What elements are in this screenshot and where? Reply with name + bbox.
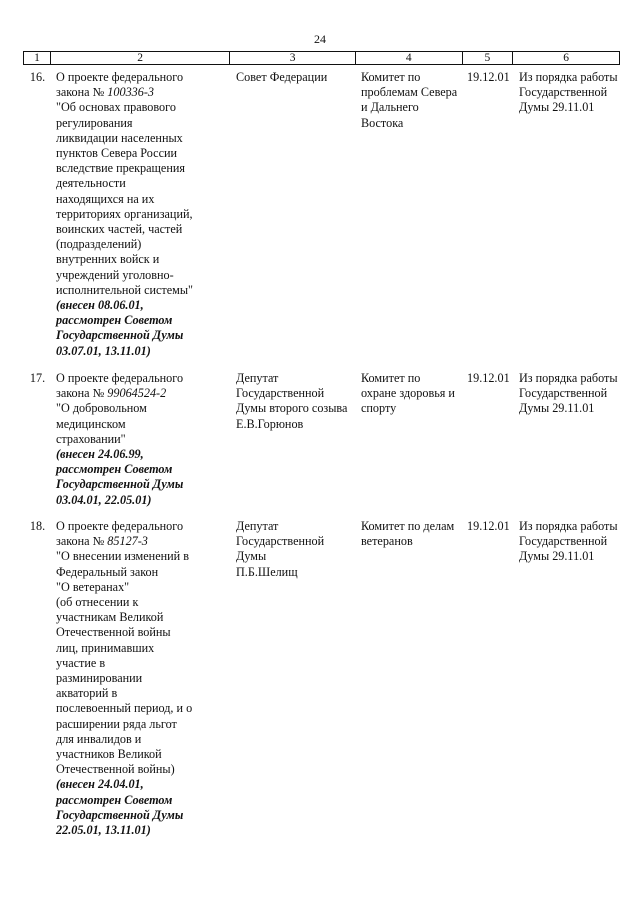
bill-title-line: исполнительной системы" (56, 282, 194, 297)
submission-note-line: 03.04.01, 22.05.01) (56, 492, 152, 507)
author-line: Государственной (236, 386, 325, 401)
bill-title-line: "О ветеранах" (56, 579, 130, 594)
submission-note-line: Государственной Думы (56, 328, 184, 343)
page-number: 24 (314, 32, 326, 46)
column-header-5: 5 (463, 52, 514, 64)
author-line: Государственной (236, 534, 325, 549)
agenda-source-line: Из порядка работы (519, 70, 618, 84)
agenda-source (514, 519, 620, 838)
bill-title-line: для инвалидов и (56, 731, 142, 746)
bill-title-line: О проекте федерального (56, 519, 184, 533)
bill-title-line: Отечественной войны) (56, 762, 175, 777)
bill-title-line: "О внесении изменений в (56, 549, 189, 564)
bill-title-line: регулирования (56, 115, 133, 130)
committee-line: проблемам Севера (361, 85, 458, 100)
committee-line: Комитет по (361, 371, 421, 385)
row-number: 16. (29, 70, 46, 84)
agenda-source-line: Думы 29.11.01 (519, 401, 595, 416)
bill-title-line: "О добровольном (56, 401, 147, 416)
agenda-source (514, 70, 620, 359)
bill-title-line: воинских частей, частей (56, 222, 183, 237)
committee-line: охране здоровья и (361, 386, 455, 401)
committee-line: спорту (361, 401, 397, 416)
bill-number-prefix: закона № (56, 386, 108, 401)
submission-note-line: Государственной Думы (56, 477, 184, 492)
bill-title-line: внутренних войск и (56, 252, 160, 267)
agenda-source-line: Из порядка работы (519, 519, 618, 533)
bill-title-line: "Об основах правового (56, 100, 176, 115)
bill-title-line: (об отнесении к (56, 595, 139, 610)
author-line: Думы второго созыва (236, 401, 348, 416)
submission-note-line: рассмотрен Советом (56, 792, 173, 807)
author-line: Совет Федерации (236, 70, 328, 84)
bill-title-line: акваторий в (56, 686, 118, 701)
author-line: Думы (236, 549, 267, 564)
agenda-source (514, 371, 620, 508)
table-header-row (23, 51, 620, 65)
bill-author (230, 519, 356, 838)
author-line: Депутат (236, 371, 279, 385)
bill-title-line: деятельности (56, 176, 126, 191)
bill-number: 99064524-2 (107, 386, 167, 401)
committee-line: Комитет по (361, 70, 421, 84)
bill-number-prefix: закона № (56, 85, 108, 100)
bill-title-line: разминировании (56, 671, 143, 686)
column-header-3: 3 (230, 52, 356, 64)
table-row (23, 371, 620, 508)
row-number: 17. (29, 371, 46, 385)
submission-note-line: (внесен 08.06.01, (56, 298, 144, 313)
responsible-committee (356, 371, 463, 508)
bill-title-line: (подразделений) (56, 237, 142, 252)
bill-title-line: вследствие прекращения (56, 161, 185, 176)
bill-description (50, 70, 230, 359)
agenda-source-line: Государственной (519, 386, 608, 401)
submission-note-line: 22.05.01, 13.11.01) (56, 823, 151, 838)
bill-title-line: О проекте федерального (56, 70, 184, 84)
bill-title-line: медицинском (56, 416, 126, 431)
bill-number-line (56, 386, 228, 401)
bill-title-line: послевоенный период, и о (56, 701, 193, 716)
row-number: 18. (29, 519, 46, 533)
column-header-1: 1 (24, 52, 51, 64)
column-header-4: 4 (356, 52, 463, 64)
author-line: Е.В.Горюнов (236, 416, 304, 431)
submission-note-line: рассмотрен Советом (56, 462, 173, 477)
submission-note-line: (внесен 24.04.01, (56, 777, 144, 792)
submission-note-line: рассмотрен Советом (56, 313, 173, 328)
bill-author (230, 70, 356, 359)
bill-title-line: Отечественной войны (56, 625, 171, 640)
bill-title-line: ликвидации населенных (56, 130, 183, 145)
bill-number-line (56, 85, 228, 100)
submission-note-line: (внесен 24.06.99, (56, 447, 144, 462)
author-line: Депутат (236, 519, 279, 533)
bill-number-prefix: закона № (56, 534, 108, 549)
responsible-committee (356, 70, 463, 359)
bill-description (50, 519, 230, 838)
responsible-committee (356, 519, 463, 838)
bill-title-line: участникам Великой (56, 610, 164, 625)
agenda-source-line: Государственной (519, 85, 608, 100)
bill-description (50, 371, 230, 508)
review-date: 19.12.01 (467, 519, 510, 533)
column-header-2: 2 (51, 52, 230, 64)
bill-title-line: территориях организаций, (56, 206, 193, 221)
bill-title-line: учреждений уголовно- (56, 267, 174, 282)
agenda-source-line: Думы 29.11.01 (519, 549, 595, 564)
committee-line: Востока (361, 115, 404, 130)
bill-title-line: Федеральный закон (56, 564, 159, 579)
bill-number: 100336-3 (107, 85, 154, 100)
submission-note-line: 03.07.01, 13.11.01) (56, 343, 151, 358)
table-row (23, 519, 620, 838)
bill-number-line (56, 534, 228, 549)
review-date: 19.12.01 (467, 70, 510, 84)
agenda-source-line: Государственной (519, 534, 608, 549)
table-row (23, 70, 620, 359)
bill-title-line: участников Великой (56, 747, 162, 762)
bill-author (230, 371, 356, 508)
bill-title-line: участие в (56, 655, 106, 670)
review-date: 19.12.01 (467, 371, 510, 385)
submission-note-line: Государственной Думы (56, 807, 184, 822)
author-line: П.Б.Шелищ (236, 564, 298, 579)
agenda-source-line: Из порядка работы (519, 371, 618, 385)
committee-line: ветеранов (361, 534, 413, 549)
bill-title-line: О проекте федерального (56, 371, 184, 385)
bill-title-line: страховании" (56, 431, 126, 446)
bill-title-line: находящихся на их (56, 191, 155, 206)
committee-line: Комитет по делам (361, 519, 455, 533)
agenda-source-line: Думы 29.11.01 (519, 100, 595, 115)
bill-title-line: пунктов Севера России (56, 146, 178, 161)
committee-line: и Дальнего (361, 100, 419, 115)
column-header-6: 6 (563, 52, 570, 64)
bill-title-line: лиц, принимавших (56, 640, 155, 655)
bill-title-line: расширении ряда льгот (56, 716, 177, 731)
bill-number: 85127-3 (107, 534, 148, 549)
